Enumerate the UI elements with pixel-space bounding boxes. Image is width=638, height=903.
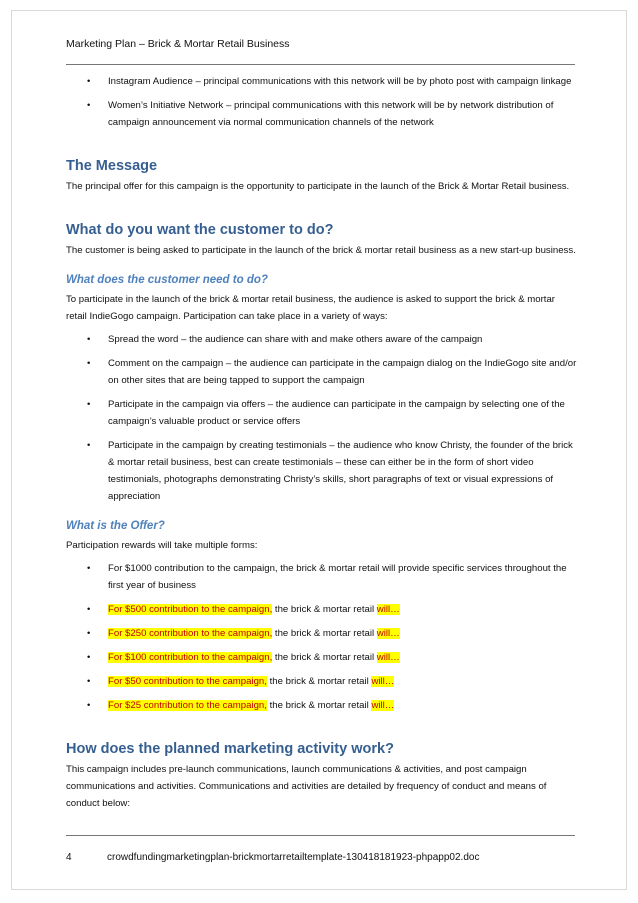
- highlighted-text: will…: [376, 604, 400, 615]
- footer-filename: crowdfundingmarketingplan-brickmortarretailtemplate-130418181923-phpapp02.doc: [107, 852, 480, 863]
- list-item: • Participate in the campaign by creating testimonials – the audience who know Christy, the founder of the brick & mortar retail business, best can create testimonials – these can either be in the form of short video testimonials, photographs demonstrating Christy’s skills, short paragraphs of text or visual expressions of appreciation: [66, 437, 578, 505]
- highlighted-text: will…: [371, 700, 395, 711]
- list-item: • Instagram Audience – principal communications with this network will be by photo post with campaign linkage: [66, 73, 578, 90]
- customer-do-paragraph: The customer is being asked to participate in the launch of the brick & mortar retail business as a new start-up business.: [66, 245, 576, 256]
- heading-the-message: The Message: [66, 158, 158, 174]
- page-body: [66, 73, 578, 818]
- bullet-icon: •: [87, 700, 91, 711]
- highlighted-text: For $25 contribution to the campaign,: [108, 700, 267, 711]
- offer-bullet-list: [66, 560, 578, 714]
- page-header: Marketing Plan – Brick & Mortar Retail Business: [66, 38, 290, 50]
- highlighted-text: For $500 contribution to the campaign,: [108, 604, 273, 615]
- heading-offer: What is the Offer?: [66, 520, 165, 532]
- list-item: • For $25 contribution to the campaign, the brick & mortar retail will…: [66, 697, 578, 714]
- highlighted-text: For $100 contribution to the campaign,: [108, 652, 273, 663]
- bullet-icon: •: [87, 628, 91, 639]
- highlighted-text: will…: [376, 652, 400, 663]
- highlighted-text: For $50 contribution to the campaign,: [108, 676, 267, 687]
- list-item: • For $50 contribution to the campaign, the brick & mortar retail will…: [66, 673, 578, 690]
- customer-need-paragraph: To participate in the launch of the brick & mortar retail business, the audience is asked to support the brick & mortar retail IndieGogo campaign. Participation can take place in a variety of ways:: [66, 294, 555, 322]
- list-item: • For $100 contribution to the campaign, the brick & mortar retail will…: [66, 649, 578, 666]
- top-bullet-list: [66, 73, 578, 131]
- bullet-icon: •: [87, 563, 91, 574]
- offer-paragraph: Participation rewards will take multiple forms:: [66, 540, 258, 551]
- bullet-icon: •: [87, 440, 91, 451]
- heading-marketing-activity: How does the planned marketing activity work?: [66, 741, 394, 757]
- footer-rule: [66, 835, 575, 836]
- activity-paragraph: This campaign includes pre-launch communications, launch communications & activities, and post campaign communications and activities. Communications and activities are detailed by frequency of conduct and means of conduct below:: [66, 764, 547, 809]
- document-page: [11, 10, 627, 890]
- list-item: • Participate in the campaign via offers – the audience can participate in the campaign by selecting one of the campaign’s valuable product or service offers: [66, 396, 578, 430]
- bullet-icon: •: [87, 676, 91, 687]
- list-item: • Women’s Initiative Network – principal communications with this network will be by network distribution of campaign announcement via normal communication channels of the network: [66, 97, 578, 131]
- bullet-icon: •: [87, 604, 91, 615]
- page-number: 4: [66, 852, 72, 863]
- list-item: • For $500 contribution to the campaign, the brick & mortar retail will…: [66, 601, 578, 618]
- list-item: • For $250 contribution to the campaign, the brick & mortar retail will…: [66, 625, 578, 642]
- list-item: • Comment on the campaign – the audience can participate in the campaign dialog on the IndieGogo site and/or on other sites that are being tapped to support the campaign: [66, 355, 578, 389]
- list-item: • For $1000 contribution to the campaign, the brick & mortar retail will provide specific services throughout the first year of business: [66, 560, 578, 594]
- bullet-icon: •: [87, 399, 91, 410]
- list-item: • Spread the word – the audience can share with and make others aware of the campaign: [66, 331, 578, 348]
- highlighted-text: will…: [371, 676, 395, 687]
- highlighted-text: will…: [376, 628, 400, 639]
- message-paragraph: The principal offer for this campaign is the opportunity to participate in the launch of the Brick & Mortar Retail business.: [66, 181, 570, 192]
- heading-customer-need: What does the customer need to do?: [66, 274, 268, 286]
- bullet-icon: •: [87, 358, 91, 369]
- highlighted-text: For $250 contribution to the campaign,: [108, 628, 273, 639]
- heading-customer-do: What do you want the customer to do?: [66, 222, 334, 238]
- bullet-icon: •: [87, 652, 91, 663]
- bullet-icon: •: [87, 334, 91, 345]
- participation-bullet-list: [66, 331, 578, 505]
- bullet-icon: •: [87, 100, 91, 111]
- header-rule: [66, 64, 575, 65]
- bullet-icon: •: [87, 76, 91, 87]
